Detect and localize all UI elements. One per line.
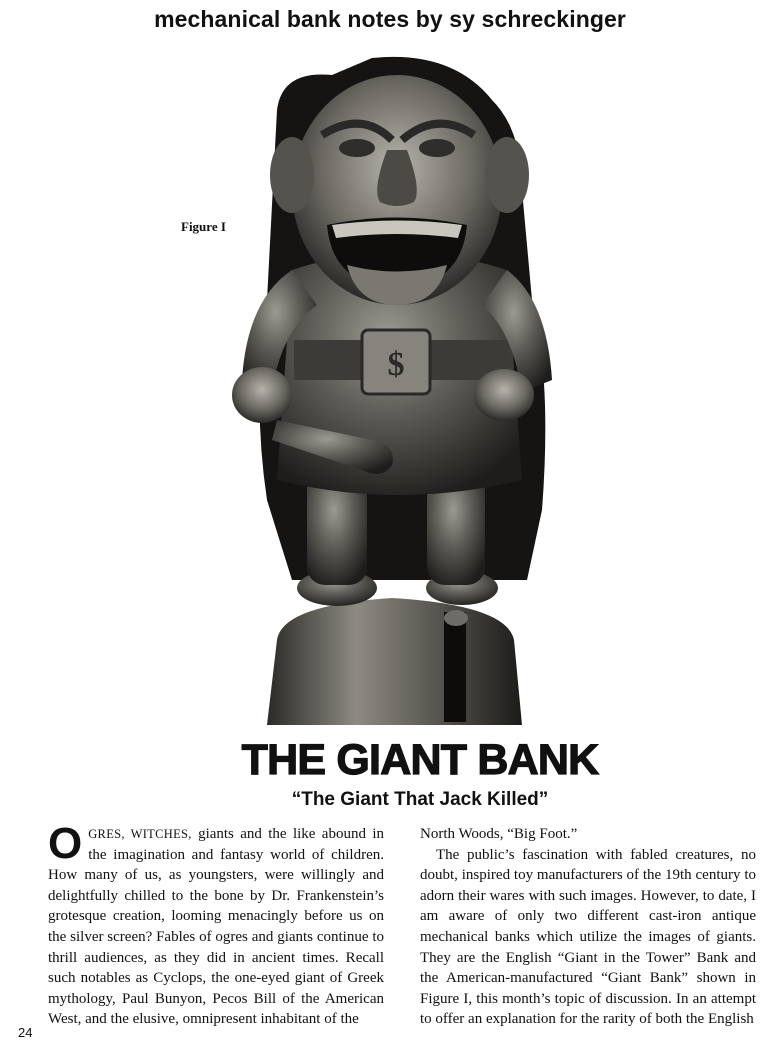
page-number: 24 <box>18 1025 33 1040</box>
giant-bank-photo <box>222 40 562 740</box>
paragraph-1: giants and the like abound in the imagination and fantasy world of children. How many of us, as youngsters, were willingly and delightfully chilled to the bone by Dr. Frankenstein’s grotesque creation, looming menacingly before us on the silver screen? Fables of ogres and giants continue to thrill audiences, as they did in ancient times. Recall such notables as Cyclops, the one-eyed giant of Greek mythology, Paul Bunyon, Pecos Bill of the American West, and the elusive, omnipresent inhabitant of the <box>48 826 384 1028</box>
figure-caption: Figure I <box>181 219 226 234</box>
svg-text:$: $ <box>387 346 405 383</box>
paragraph-2: The public’s fascination with fabled creatures, no doubt, inspired toy manufacturers of the 19th century to adorn their wares with such images. However, to date, I am aware of only two different cast-iron antique mechanical banks which utilize the images of giants. They are the English “Giant in the Tower” Bank and the American-manufactured “Giant Bank” shown in Figure I, this month’s topic of discussion. In an attempt to offer an explanation for the rarity of both the English <box>420 846 756 1028</box>
article-column-left <box>48 819 384 1030</box>
lead-caps: GRES, WITCHES, <box>88 827 192 841</box>
paragraph-1-continued: North Woods, “Big Foot.” <box>420 826 578 842</box>
article-column-right <box>420 824 756 1030</box>
page-header: mechanical bank notes by sy schreckinger <box>154 6 626 32</box>
article-title: THE GIANT BANK <box>241 736 599 784</box>
article-subtitle: “The Giant That Jack Killed” <box>291 789 549 810</box>
drop-cap: O <box>48 819 83 868</box>
